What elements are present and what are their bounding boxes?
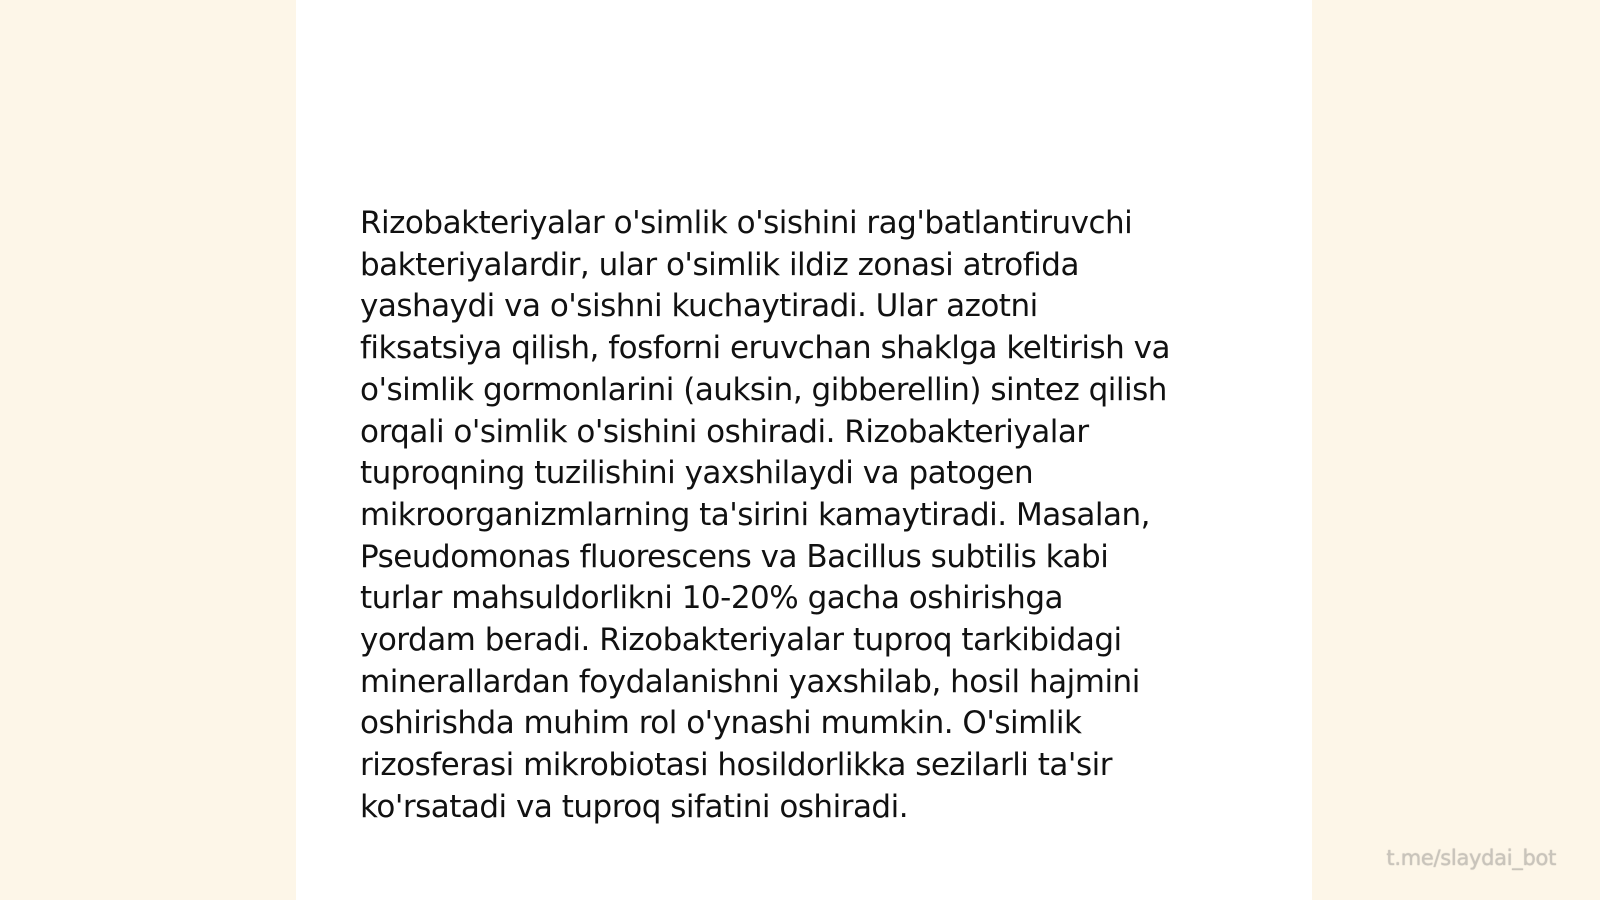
slide-body-text: Rizobakteriyalar o'simlik o'sishini rag'batlantiruvchi bakteriyalardir, ular o'simlik ildiz zonasi atrofida yashaydi va o'sishni kuchaytiradi. Ular azotni fiksatsiya qilish, fosforni eruvchan shaklga keltirish va o'simlik gormonlarini (auksin, gibberellin) sintez qilish orqali o'simlik o'sishini oshiradi. Rizobakteriyalar tuproqning tuzilishini yaxshilaydi va patogen mikroorganizmlarning ta'sirini kamaytiradi. Masalan, Pseudomonas fluorescens va Bacillus subtilis kabi turlar mahsuldorlikni 10-20% gacha oshirishga yordam beradi. Rizobakteriyalar tuproq tarkibidagi minerallardan foydalanishni yaxshilab, hosil hajmini oshirishda muhim rol o'ynashi mumkin. O'simlik rizosferasi mikrobiotasi hosildorlikka sezilarli ta'sir ko'rsatadi va tuproq sifatini oshiradi. <box>360 205 1171 825</box>
slide-canvas <box>296 0 1312 900</box>
watermark-text: t.me/slaydai_bot <box>1386 846 1556 870</box>
